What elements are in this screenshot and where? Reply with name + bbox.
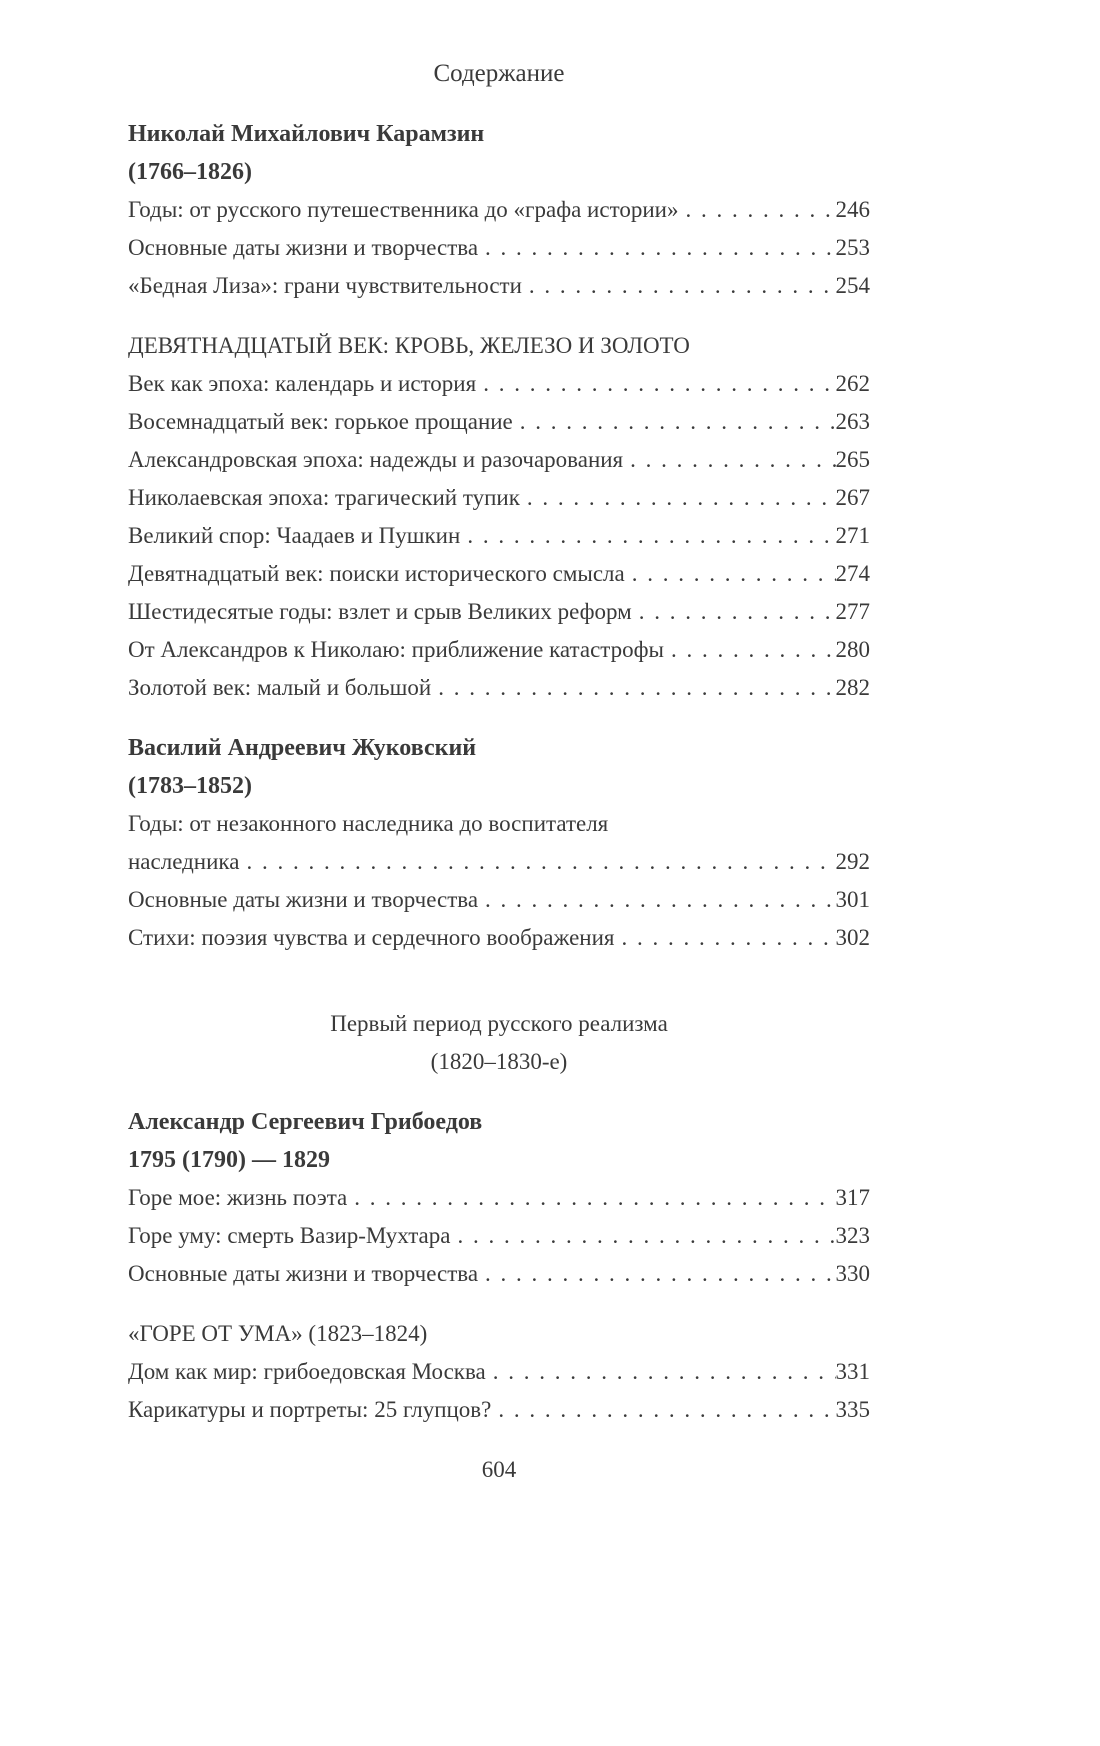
toc-entry xyxy=(128,229,870,267)
toc-entry-title: Основные даты жизни и творчества xyxy=(128,887,479,912)
section-heading-line: (1766–1826) xyxy=(128,159,252,185)
toc-entry-title-line1: Годы: от незаконного наследника до воспитателя xyxy=(128,811,609,836)
toc-entry-title-line2: наследника xyxy=(128,849,240,874)
section-heading-line: Василий Андреевич Жуковский xyxy=(128,735,477,761)
dot-leader xyxy=(347,1179,835,1217)
toc-entry xyxy=(128,365,870,403)
section-heading xyxy=(128,1315,870,1353)
section-heading xyxy=(128,1103,870,1179)
section-heading-line: 1795 (1790) — 1829 xyxy=(128,1147,330,1173)
dot-leader xyxy=(625,555,836,593)
dot-leader xyxy=(460,517,835,555)
dot-leader xyxy=(431,669,835,707)
toc-entry-title: Николаевская эпоха: трагический тупик xyxy=(128,485,520,510)
dot-leader xyxy=(476,365,835,403)
toc-entry xyxy=(128,1255,870,1293)
toc-entry-page: 323 xyxy=(835,1223,870,1248)
part-divider-line: (1820–1830-е) xyxy=(430,1049,568,1074)
dot-leader xyxy=(239,843,835,881)
dot-leader xyxy=(478,229,835,267)
toc-entry xyxy=(128,1353,870,1391)
toc-entry-page: 331 xyxy=(835,1359,870,1384)
toc-entry-page: 246 xyxy=(835,197,870,222)
section-gore-ot-uma xyxy=(128,1315,870,1429)
toc-entry-title: «Бедная Лиза»: грани чувствительности xyxy=(128,273,522,298)
toc-entry-page: 317 xyxy=(835,1185,870,1210)
page-number-footer: 604 xyxy=(481,1457,517,1482)
section-zhukovsky xyxy=(128,729,870,957)
toc-entry-page: 265 xyxy=(835,447,870,472)
toc-entry xyxy=(128,267,870,305)
contents-title: Содержание xyxy=(433,60,565,87)
toc-entry-page: 267 xyxy=(835,485,870,510)
part-divider-line: Первый период русского реализма xyxy=(330,1011,668,1036)
dot-leader xyxy=(522,267,836,305)
dot-leader xyxy=(486,1353,836,1391)
section-heading-line: Александр Сергеевич Грибоедов xyxy=(128,1109,483,1135)
toc-entry xyxy=(128,805,870,881)
section-heading-line: ДЕВЯТНАДЦАТЫЙ ВЕК: КРОВЬ, ЖЕЛЕЗО И ЗОЛОТО xyxy=(128,333,690,358)
toc-entry xyxy=(128,919,870,957)
toc-entry-title: Горе мое: жизнь поэта xyxy=(128,1185,348,1210)
dot-leader xyxy=(678,191,835,229)
toc-entry-title: Золотой век: малый и большой xyxy=(128,675,432,700)
toc-entry-title: Александровская эпоха: надежды и разочарования xyxy=(128,447,624,472)
toc-entry-page: 330 xyxy=(835,1261,870,1286)
section-karamzin xyxy=(128,115,870,305)
toc-entry-title: Восемнадцатый век: горькое прощание xyxy=(128,409,513,434)
dot-leader xyxy=(491,1391,835,1429)
dot-leader xyxy=(623,441,835,479)
toc-entry-page: 301 xyxy=(835,887,870,912)
section-heading-line: «ГОРЕ ОТ УМА» (1823–1824) xyxy=(128,1321,428,1346)
toc-entry xyxy=(128,631,870,669)
toc-entry xyxy=(128,669,870,707)
toc-entry xyxy=(128,191,870,229)
toc-entry-page: 335 xyxy=(835,1397,870,1422)
toc-entry xyxy=(128,555,870,593)
toc-entry xyxy=(128,1217,870,1255)
toc-entry-page: 302 xyxy=(835,925,870,950)
dot-leader xyxy=(513,403,836,441)
toc-entry xyxy=(128,1391,870,1429)
section-nineteenth-century xyxy=(128,327,870,707)
dot-leader xyxy=(614,919,835,957)
toc-entry xyxy=(128,517,870,555)
toc-entry xyxy=(128,479,870,517)
toc-entry-page: 277 xyxy=(835,599,870,624)
toc-entry-page: 292 xyxy=(835,849,870,874)
section-heading-line: (1783–1852) xyxy=(128,773,252,799)
toc-entry-title: Основные даты жизни и творчества xyxy=(128,235,479,260)
toc-entry-title: Горе уму: смерть Вазир-Мухтара xyxy=(128,1223,451,1248)
toc-entry-page: 271 xyxy=(835,523,870,548)
toc-entry-page: 263 xyxy=(835,409,870,434)
section-heading xyxy=(128,115,870,191)
toc-entry xyxy=(128,403,870,441)
toc-entry xyxy=(128,881,870,919)
dot-leader xyxy=(478,881,835,919)
section-heading xyxy=(128,729,870,805)
section-heading xyxy=(128,327,870,365)
toc-entry-title: Век как эпоха: календарь и история xyxy=(128,371,477,396)
dot-leader xyxy=(478,1255,835,1293)
part-divider xyxy=(128,1005,870,1081)
toc-entry-page: 274 xyxy=(835,561,870,586)
toc-entry-title: Стихи: поэзия чувства и сердечного воображения xyxy=(128,925,615,950)
toc-entry-page: 280 xyxy=(835,637,870,662)
toc-entry-page: 254 xyxy=(835,273,870,298)
toc-entry-page: 282 xyxy=(835,675,870,700)
toc-entry-page: 253 xyxy=(835,235,870,260)
toc-entry-title: Годы: от русского путешественника до «графа истории» xyxy=(128,197,679,222)
dot-leader xyxy=(632,593,836,631)
toc-entry xyxy=(128,441,870,479)
toc-entry-title: От Александров к Николаю: приближение катастрофы xyxy=(128,637,664,662)
toc-entry-title: Шестидесятые годы: взлет и срыв Великих реформ xyxy=(128,599,632,624)
toc-entry xyxy=(128,1179,870,1217)
dot-leader xyxy=(450,1217,835,1255)
dot-leader xyxy=(520,479,836,517)
dot-leader xyxy=(664,631,836,669)
toc-entry-title: Девятнадцатый век: поиски исторического смысла xyxy=(128,561,625,586)
toc-entry-title: Дом как мир: грибоедовская Москва xyxy=(128,1359,486,1384)
toc-entry-title: Основные даты жизни и творчества xyxy=(128,1261,479,1286)
section-heading-line: Николай Михайлович Карамзин xyxy=(128,121,485,147)
toc-entry-page: 262 xyxy=(835,371,870,396)
toc-entry-title: Великий спор: Чаадаев и Пушкин xyxy=(128,523,461,548)
section-griboedov xyxy=(128,1103,870,1293)
toc-entry-title: Карикатуры и портреты: 25 глупцов? xyxy=(128,1397,492,1422)
toc-entry xyxy=(128,593,870,631)
